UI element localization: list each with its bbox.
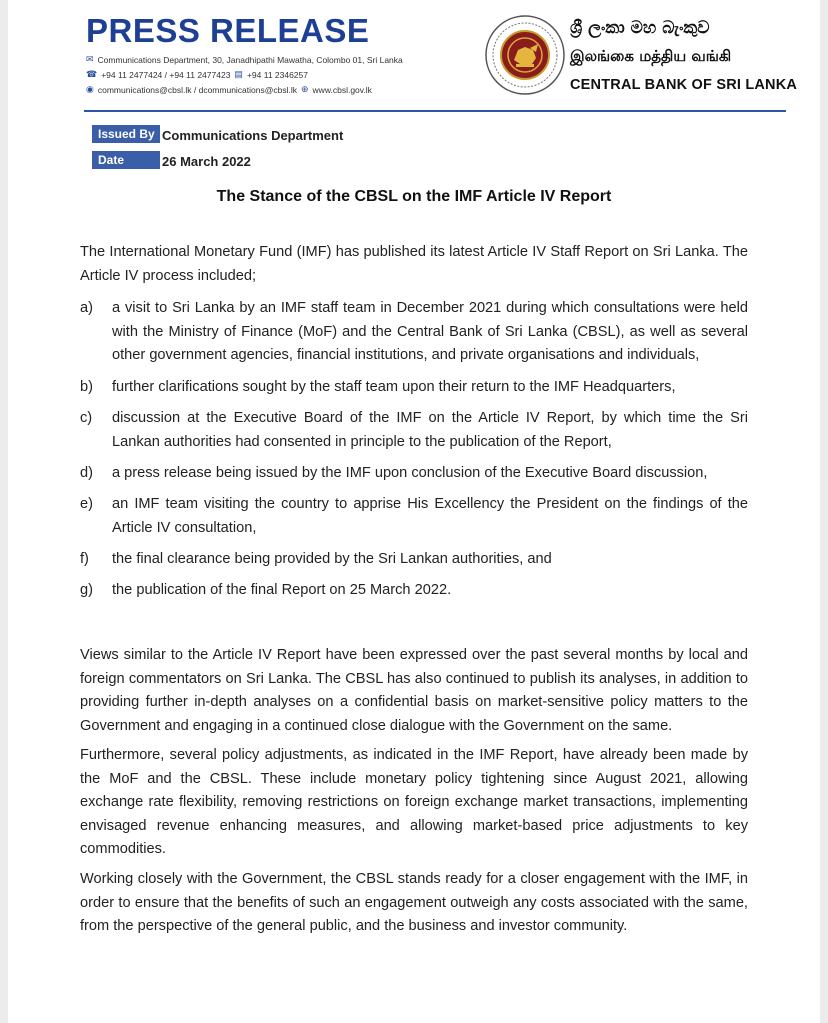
email-web-line (86, 84, 372, 95)
list-item-text: the publication of the final Report on 25 March 2022. (112, 582, 452, 598)
list-item-text: the final clearance being provided by the Sri Lankan authorities, and (112, 551, 552, 567)
press-release-heading: PRESS RELEASE (86, 12, 370, 49)
document-title: The Stance of the CBSL on the IMF Article IV Report (216, 188, 612, 205)
issued-by-label: Issued By (92, 125, 160, 143)
fax-icon: ▤ (234, 69, 243, 79)
phone-numbers: +94 11 2477424 / +94 11 2477423 (101, 69, 231, 80)
list-item-label: d) (80, 465, 93, 481)
intro-paragraph: The International Monetary Fund (IMF) has published its latest Article IV Staff Report on Sri Lanka. The Article IV process included; (80, 244, 748, 284)
list-item-label: f) (80, 551, 89, 567)
list-item-label: e) (80, 496, 93, 512)
list-item-label: g) (80, 582, 93, 598)
at-sign-icon: ◉ (86, 84, 94, 94)
list-item-text: further clarifications sought by the staff team upon their return to the IMF Headquarters, (112, 379, 676, 395)
bank-name-english: CENTRAL BANK OF SRI LANKA (570, 77, 798, 93)
list-item-text: a press release being issued by the IMF upon conclusion of the Executive Board discussion, (112, 465, 708, 481)
phone-line (86, 69, 308, 80)
body-paragraph: Furthermore, several policy adjustments, as indicated in the IMF Report, have already been made by the MoF and the CBSL. These include monetary policy tightening since August 2021, allowing exchange rate flexibility, removing restrictions on foreign exchange market transactions, implementing envisaged revenue enhancing measures, and allowing market-based price adjustments to key commodities. (80, 747, 748, 857)
list-item-label: a) (80, 300, 93, 316)
list-item (80, 548, 748, 572)
list-item (80, 407, 748, 454)
address-text: Communications Department, 30, Janadhipathi Mawatha, Colombo 01, Sri Lanka (97, 54, 403, 65)
email-addresses[interactable]: communications@cbsl.lk / dcommunications@cbsl.lk (97, 84, 297, 95)
press-release-page (8, 0, 820, 1023)
bank-name-tamil: இலங்கை மத்திய வங்கி (570, 47, 732, 65)
list-item (80, 493, 748, 540)
bank-name-sinhala: ශ්‍රී ලංකා මහ බැංකුව (570, 18, 710, 38)
list-item-label: b) (80, 379, 93, 395)
globe-icon: ⊕ (301, 84, 309, 94)
address-line (86, 54, 403, 65)
cbsl-seal-logo (484, 14, 566, 96)
list-item-label: c) (80, 410, 93, 426)
website-link[interactable]: www.cbsl.gov.lk (312, 84, 372, 95)
issued-by-value: Communications Department (162, 128, 344, 143)
header-divider (84, 110, 786, 112)
list-item (80, 579, 748, 603)
list-item (80, 297, 748, 368)
date-label: Date (92, 151, 160, 169)
list-item-text: discussion at the Executive Board of the IMF on the Article IV Report, by which time the Sri Lankan authorities had consented in principle to the publication of the Report, (112, 410, 748, 450)
phone-icon: ☎ (86, 69, 98, 79)
fax-number: +94 11 2346257 (246, 69, 308, 80)
list-item-text: an IMF team visiting the country to apprise His Excellency the President on the findings of the Article IV consultation, (112, 496, 748, 536)
list-item (80, 462, 748, 486)
list-item (80, 376, 748, 400)
envelope-icon: ✉ (86, 54, 94, 64)
date-value: 26 March 2022 (162, 154, 251, 169)
body-paragraph: Views similar to the Article IV Report have been expressed over the past several months by local and foreign commentators on Sri Lanka. The CBSL has also continued to publish its analyses, in addition to providing further in-depth analyses on a confidential basis on market-sensitive policy matters to the Government and engaging in a continued close dialogue with the Government on the same. (80, 647, 748, 734)
body-paragraph: Working closely with the Government, the CBSL stands ready for a closer engagement with the IMF, in order to ensure that the benefits of such an engagement outweigh any costs associated with the same, from the perspective of the general public, and the business and investor community. (80, 871, 748, 934)
list-item-text: a visit to Sri Lanka by an IMF staff team in December 2021 during which consultations were held with the Ministry of Finance (MoF) and the Central Bank of Sri Lanka (CBSL), as well as several other government agencies, financial institutions, and private organisations and individuals, (112, 300, 748, 363)
